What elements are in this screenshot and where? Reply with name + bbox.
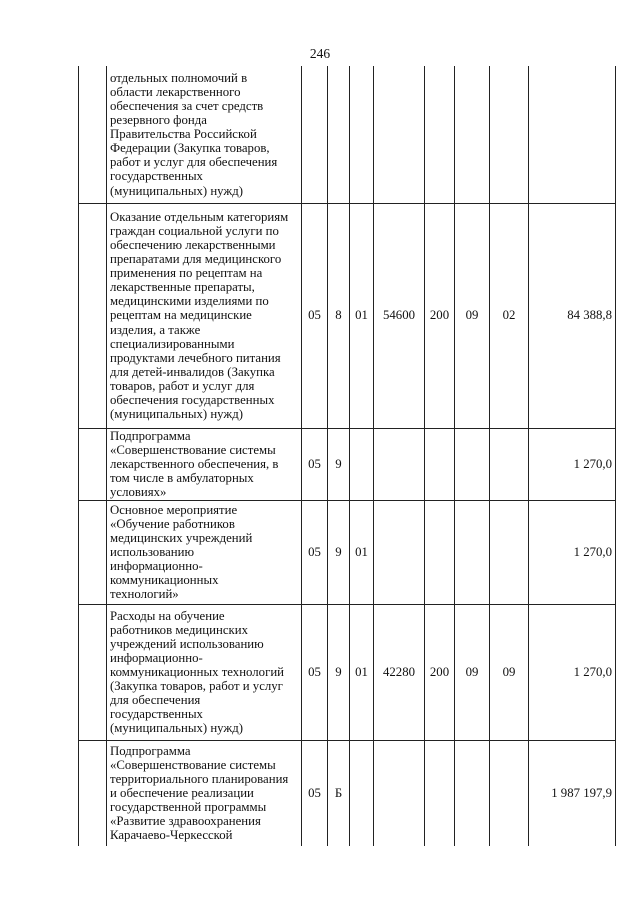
- code-subdivision: [490, 740, 529, 846]
- code-program: 8: [328, 203, 350, 428]
- blank-cell: [79, 740, 107, 846]
- amount-cell: [529, 66, 616, 203]
- code-division: [455, 500, 490, 604]
- amount-cell: 1 270,0: [529, 500, 616, 604]
- amount-cell: 84 388,8: [529, 203, 616, 428]
- code-expense-type: [425, 428, 455, 500]
- row-description: Оказание отдельным категориям граждан социальной услуги по обеспечению лекарственными препаратами для медицинского применения по рецептам на лекарственные препараты, медицинскими изделиями по рецептам на медицинские изделия, а также специализированными продуктами лечебного питания для детей-инвалидов (Закупка товаров, работ и услуг для обеспечения государственных (муниципальных) нужд): [107, 203, 302, 428]
- code-program: Б: [328, 740, 350, 846]
- code-target: [374, 66, 425, 203]
- code-section: 05: [302, 740, 328, 846]
- amount-cell: 1 987 197,9: [529, 740, 616, 846]
- code-program: 9: [328, 428, 350, 500]
- code-subprogram: [350, 740, 374, 846]
- code-division: 09: [455, 203, 490, 428]
- code-division: 09: [455, 604, 490, 740]
- blank-cell: [79, 66, 107, 203]
- code-section: 05: [302, 604, 328, 740]
- code-subprogram: 01: [350, 500, 374, 604]
- code-target: [374, 740, 425, 846]
- code-program: 9: [328, 604, 350, 740]
- blank-cell: [79, 604, 107, 740]
- code-program: [328, 66, 350, 203]
- row-description: Основное мероприятие «Обучение работников медицинских учреждений использованию информационно- коммуникационных технологий»: [107, 500, 302, 604]
- table-row: [79, 500, 616, 604]
- code-expense-type: 200: [425, 604, 455, 740]
- row-description: Подпрограмма «Совершенствование системы лекарственного обеспечения, в том числе в амбулаторных условиях»: [107, 428, 302, 500]
- code-program: 9: [328, 500, 350, 604]
- table-row: [79, 66, 616, 203]
- code-expense-type: 200: [425, 203, 455, 428]
- table-row: [79, 740, 616, 846]
- amount-cell: 1 270,0: [529, 604, 616, 740]
- code-subprogram: [350, 428, 374, 500]
- blank-cell: [79, 203, 107, 428]
- code-subdivision: 09: [490, 604, 529, 740]
- blank-cell: [79, 500, 107, 604]
- code-subprogram: 01: [350, 203, 374, 428]
- row-description: Подпрограмма «Совершенствование системы территориального планирования и обеспечение реализации государственной программы «Развитие здравоохранения Карачаево-Черкесской: [107, 740, 302, 846]
- code-section: 05: [302, 428, 328, 500]
- code-target: [374, 500, 425, 604]
- code-section: 05: [302, 500, 328, 604]
- code-subdivision: 02: [490, 203, 529, 428]
- row-description: Расходы на обучение работников медицинских учреждений использованию информационно- коммуникационных технологий (Закупка товаров, работ и услуг для обеспечения государственных (муниципальных) нужд): [107, 604, 302, 740]
- code-section: [302, 66, 328, 203]
- code-division: [455, 428, 490, 500]
- row-description: отдельных полномочий в области лекарственного обеспечения за счет средств резервного фонда Правительства Российской Федерации (Закупка товаров, работ и услуг для обеспечения государственных (муниципальных) нужд): [107, 66, 302, 203]
- code-target: [374, 428, 425, 500]
- code-subdivision: [490, 428, 529, 500]
- code-expense-type: [425, 500, 455, 604]
- code-subdivision: [490, 500, 529, 604]
- table-row: [79, 604, 616, 740]
- blank-cell: [79, 428, 107, 500]
- code-subprogram: [350, 66, 374, 203]
- code-section: 05: [302, 203, 328, 428]
- code-target: 42280: [374, 604, 425, 740]
- code-division: [455, 740, 490, 846]
- code-division: [455, 66, 490, 203]
- code-subprogram: 01: [350, 604, 374, 740]
- page-number: 246: [309, 46, 331, 61]
- amount-cell: 1 270,0: [529, 428, 616, 500]
- table-row: [79, 428, 616, 500]
- code-expense-type: [425, 740, 455, 846]
- code-target: 54600: [374, 203, 425, 428]
- code-subdivision: [490, 66, 529, 203]
- table-row: [79, 203, 616, 428]
- budget-table: [78, 66, 616, 846]
- code-expense-type: [425, 66, 455, 203]
